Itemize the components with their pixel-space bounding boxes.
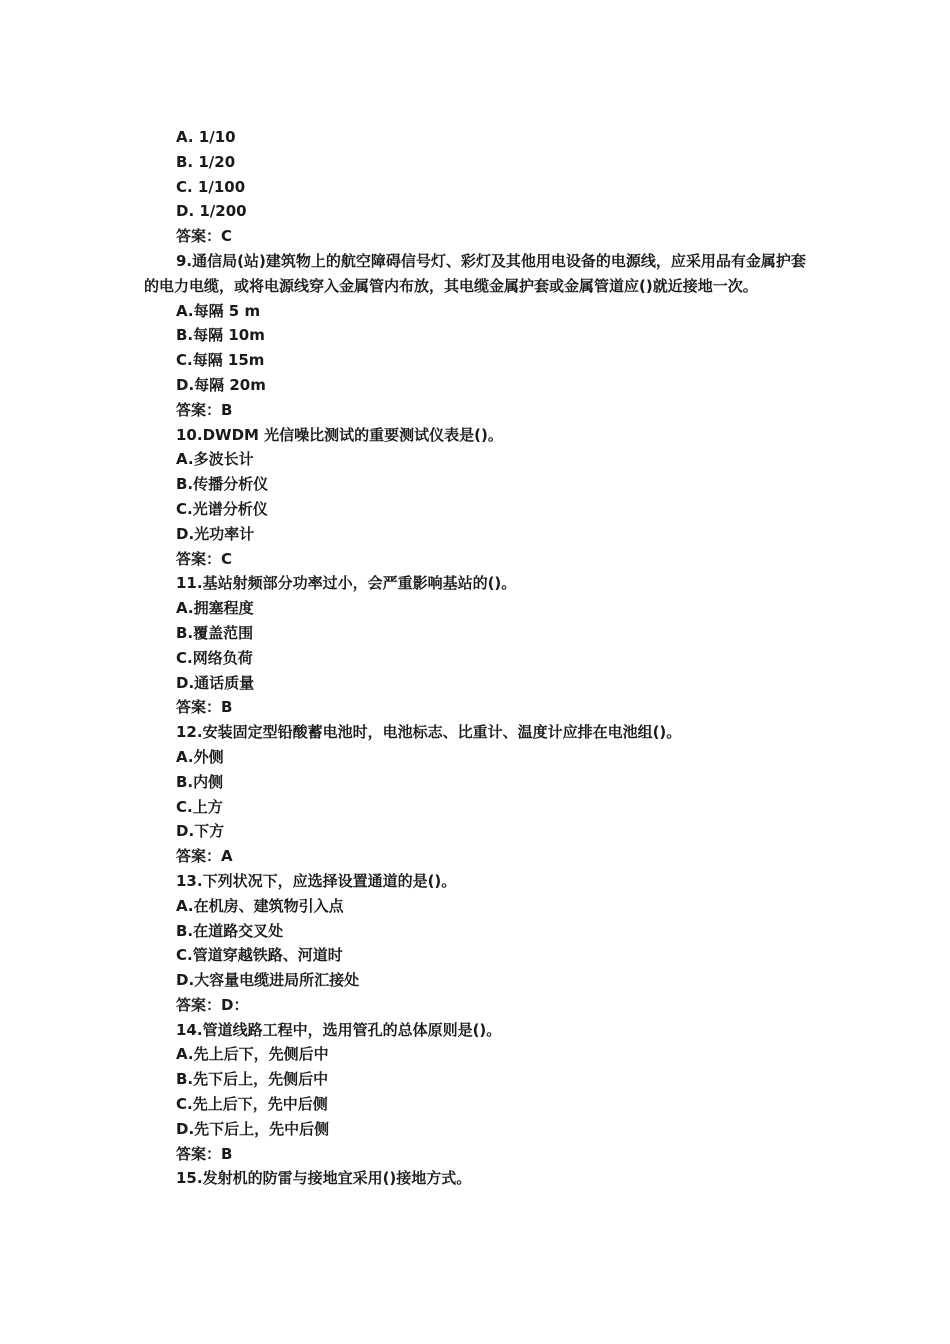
option-line: D.通话质量 xyxy=(176,673,255,692)
question-line: 15.发射机的防雷与接地宜采用()接地方式。 xyxy=(176,1169,472,1188)
option-line: C.光谱分析仪 xyxy=(176,499,268,518)
option-line: B.覆盖范围 xyxy=(176,623,254,642)
answer-line: 答案：A xyxy=(176,847,233,866)
option-line: A.先上后下，先侧后中 xyxy=(176,1045,329,1064)
option-line: A. 1/10 xyxy=(176,128,236,146)
option-line: C.每隔 15m xyxy=(176,351,265,370)
option-line: A.拥塞程度 xyxy=(176,599,254,618)
option-line: D.光功率计 xyxy=(176,524,255,543)
answer-line: 答案：C xyxy=(176,227,233,246)
question-paragraph: 9.通信局(站)建筑物上的航空障碍信号灯、彩灯及其他用电设备的电源线，应采用品有金属护套的电力电缆，或将电源线穿入金属管内布放，其电缆金属护套或金属管道应()就近接地一次。 xyxy=(144,251,806,295)
option-line: D. 1/200 xyxy=(176,202,247,221)
option-line: B.每隔 10m xyxy=(176,326,265,345)
option-line: B.内侧 xyxy=(176,772,224,791)
option-line: B.先下后上，先侧后中 xyxy=(176,1070,329,1089)
document-body xyxy=(144,125,808,1191)
question-line: 12.安装固定型铅酸蓄电池时，电池标志、比重计、温度计应排在电池组()。 xyxy=(176,723,682,742)
option-line: C.先上后下，先中后侧 xyxy=(176,1095,328,1114)
question-line: 10.DWDM 光信噪比测试的重要测试仪表是()。 xyxy=(176,425,503,444)
question-line: 11.基站射频部分功率过小，会严重影响基站的()。 xyxy=(176,574,517,593)
question-line: 13.下列状况下，应选择设置通道的是()。 xyxy=(176,871,457,890)
answer-line: 答案：D： xyxy=(176,995,249,1014)
option-line: B.在道路交叉处 xyxy=(176,921,284,940)
option-line: D.每隔 20m xyxy=(176,375,266,394)
option-line: C.上方 xyxy=(176,797,223,816)
option-line: D.大容量电缆进局所汇接处 xyxy=(176,971,360,990)
option-line: C. 1/100 xyxy=(176,177,246,196)
option-line: A.外侧 xyxy=(176,747,224,766)
option-line: D.下方 xyxy=(176,822,225,841)
option-line: B. 1/20 xyxy=(176,152,236,171)
answer-line: 答案：B xyxy=(176,1144,233,1163)
option-line: A.在机房、建筑物引入点 xyxy=(176,896,344,915)
option-line: C.网络负荷 xyxy=(176,648,253,667)
question-line: 14.管道线路工程中，选用管孔的总体原则是()。 xyxy=(176,1020,502,1039)
option-line: A.多波长计 xyxy=(176,450,254,469)
answer-line: 答案：C xyxy=(176,549,233,568)
option-line: D.先下后上，先中后侧 xyxy=(176,1119,330,1138)
option-line: C.管道穿越铁路、河道时 xyxy=(176,946,343,965)
option-line: A.每隔 5 m xyxy=(176,301,261,320)
option-line: B.传播分析仪 xyxy=(176,475,269,494)
answer-line: 答案：B xyxy=(176,698,233,717)
answer-line: 答案：B xyxy=(176,400,233,419)
